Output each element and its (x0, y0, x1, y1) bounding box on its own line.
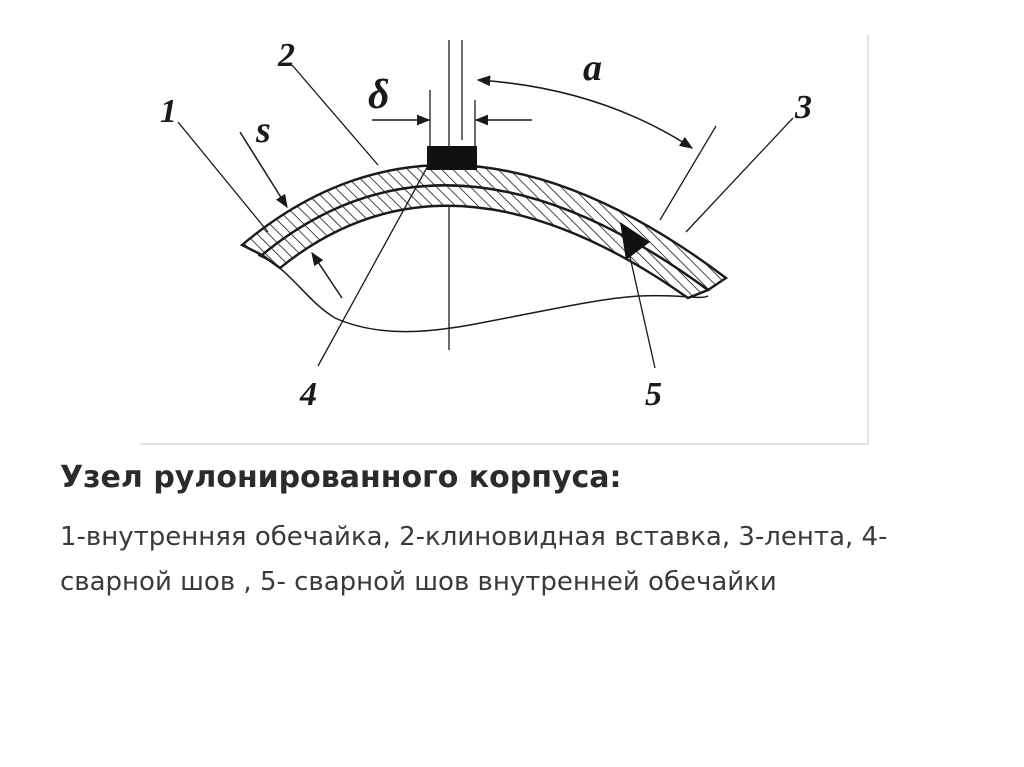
label-part-5: 5 (645, 376, 662, 413)
label-delta: δ (368, 72, 390, 118)
label-part-3: 3 (795, 89, 812, 126)
slide-title: Узел рулонированного корпуса: (60, 460, 622, 495)
wedge-insert (427, 146, 477, 170)
figure-caption: 1-внутренняя обечайка, 2-клиновидная вставка, 3-лента, 4-сварной шов , 5- сварной шов внутренней обечайки (60, 522, 888, 597)
leader-2 (292, 65, 378, 165)
s-arrow-bottom (312, 253, 342, 298)
label-part-2: 2 (278, 37, 295, 74)
distance-a-extension (660, 126, 716, 220)
leader-1 (178, 122, 268, 232)
label-part-1: 1 (160, 93, 177, 130)
label-part-4: 4 (300, 376, 317, 413)
leader-3 (686, 118, 793, 232)
label-s: s (256, 109, 271, 151)
label-a: a (583, 47, 602, 89)
distance-a-arc (478, 80, 692, 148)
